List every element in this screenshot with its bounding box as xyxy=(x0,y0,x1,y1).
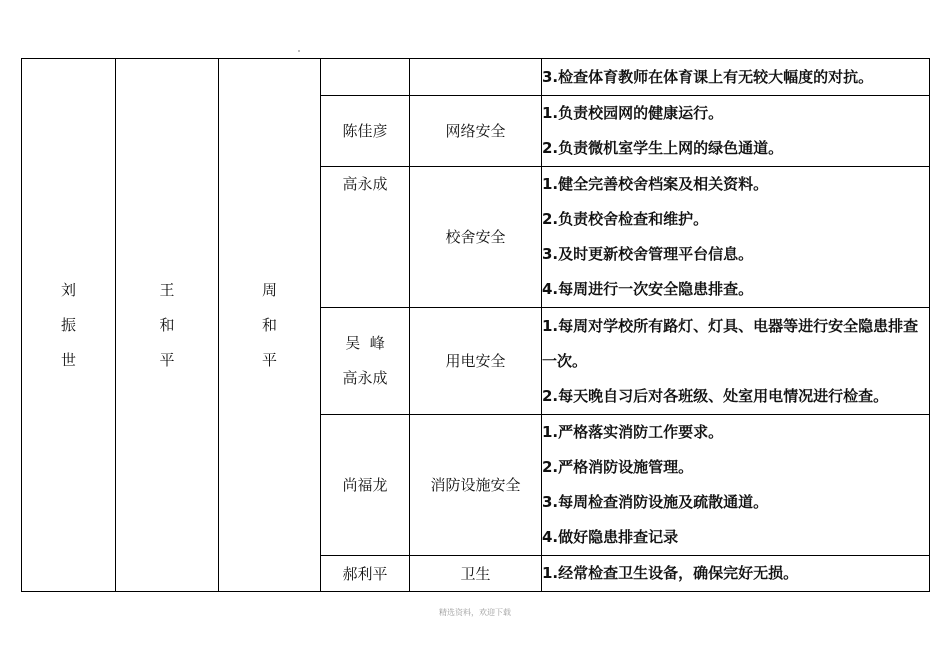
duty-item: 2.负责校舍检查和维护。 xyxy=(542,210,709,228)
duty-item: 3.每周检查消防设施及疏散通道。 xyxy=(542,493,769,511)
duty-item: 1.严格落实消防工作要求。 xyxy=(542,423,724,441)
duty-item: 1.每周对学校所有路灯、灯具、电器等进行安全隐患排查一次。 xyxy=(542,316,919,370)
person-cell-empty xyxy=(321,59,410,96)
duty-item: 2.每天晚自习后对各班级、处室用电情况进行检查。 xyxy=(542,386,889,405)
duties-cell xyxy=(542,556,930,592)
area-cell xyxy=(410,415,542,556)
footer-note: 精选资料，欢迎下载 xyxy=(439,608,511,617)
table-row xyxy=(22,59,930,96)
leader-2-cell xyxy=(116,59,219,592)
person-name: 郝利平 xyxy=(342,564,388,583)
person-cell xyxy=(321,96,410,167)
leader-3-name: 周 和 平 xyxy=(261,280,277,369)
duties-cell xyxy=(542,167,930,308)
duties-cell xyxy=(542,415,930,556)
leader-1-cell xyxy=(22,59,116,592)
area-label: 网络安全 xyxy=(445,122,506,140)
area-cell xyxy=(410,96,542,167)
duty-item: 1.健全完善校舍档案及相关资料。 xyxy=(542,175,769,193)
area-label: 用电安全 xyxy=(445,352,506,370)
area-cell xyxy=(410,167,542,308)
leader-3-cell xyxy=(219,59,321,592)
person-name: 高永成 xyxy=(342,369,388,387)
area-label: 校舍安全 xyxy=(445,228,506,246)
area-cell xyxy=(410,308,542,415)
leader-2-name: 王 和 平 xyxy=(159,280,175,369)
person-name: 高永成 xyxy=(342,175,388,193)
area-label: 消防设施安全 xyxy=(430,476,521,494)
area-label: 卫生 xyxy=(460,564,491,583)
duty-item: 2.严格消防设施管理。 xyxy=(542,458,694,476)
safety-duty-table xyxy=(21,58,930,592)
duty-item: 4.做好隐患排查记录 xyxy=(542,528,679,546)
leader-1-name: 刘 振 世 xyxy=(60,280,76,369)
duty-item: 2.负责微机室学生上网的绿色通道。 xyxy=(542,139,784,157)
person-name: 吴 峰 xyxy=(345,334,385,352)
person-cell xyxy=(321,308,410,415)
person-cell xyxy=(321,556,410,592)
duty-item: 1.负责校园网的健康运行。 xyxy=(542,104,724,122)
person-cell xyxy=(321,415,410,556)
duty-item: 3.检查体育教师在体育课上有无较大幅度的对抗。 xyxy=(542,67,874,86)
duty-item: 1.经常检查卫生设备，确保完好无损。 xyxy=(542,564,799,582)
person-name: 陈佳彦 xyxy=(342,122,388,140)
person-name: 尚福龙 xyxy=(342,476,388,494)
duties-cell xyxy=(542,96,930,167)
page-dot xyxy=(298,50,300,52)
duty-item: 3.及时更新校舍管理平台信息。 xyxy=(542,245,754,263)
duty-item: 4.每周进行一次安全隐患排查。 xyxy=(542,280,754,298)
person-cell xyxy=(321,167,410,308)
area-cell-empty xyxy=(410,59,542,96)
area-cell xyxy=(410,556,542,592)
duties-cell xyxy=(542,308,930,415)
duties-cell xyxy=(542,59,930,96)
